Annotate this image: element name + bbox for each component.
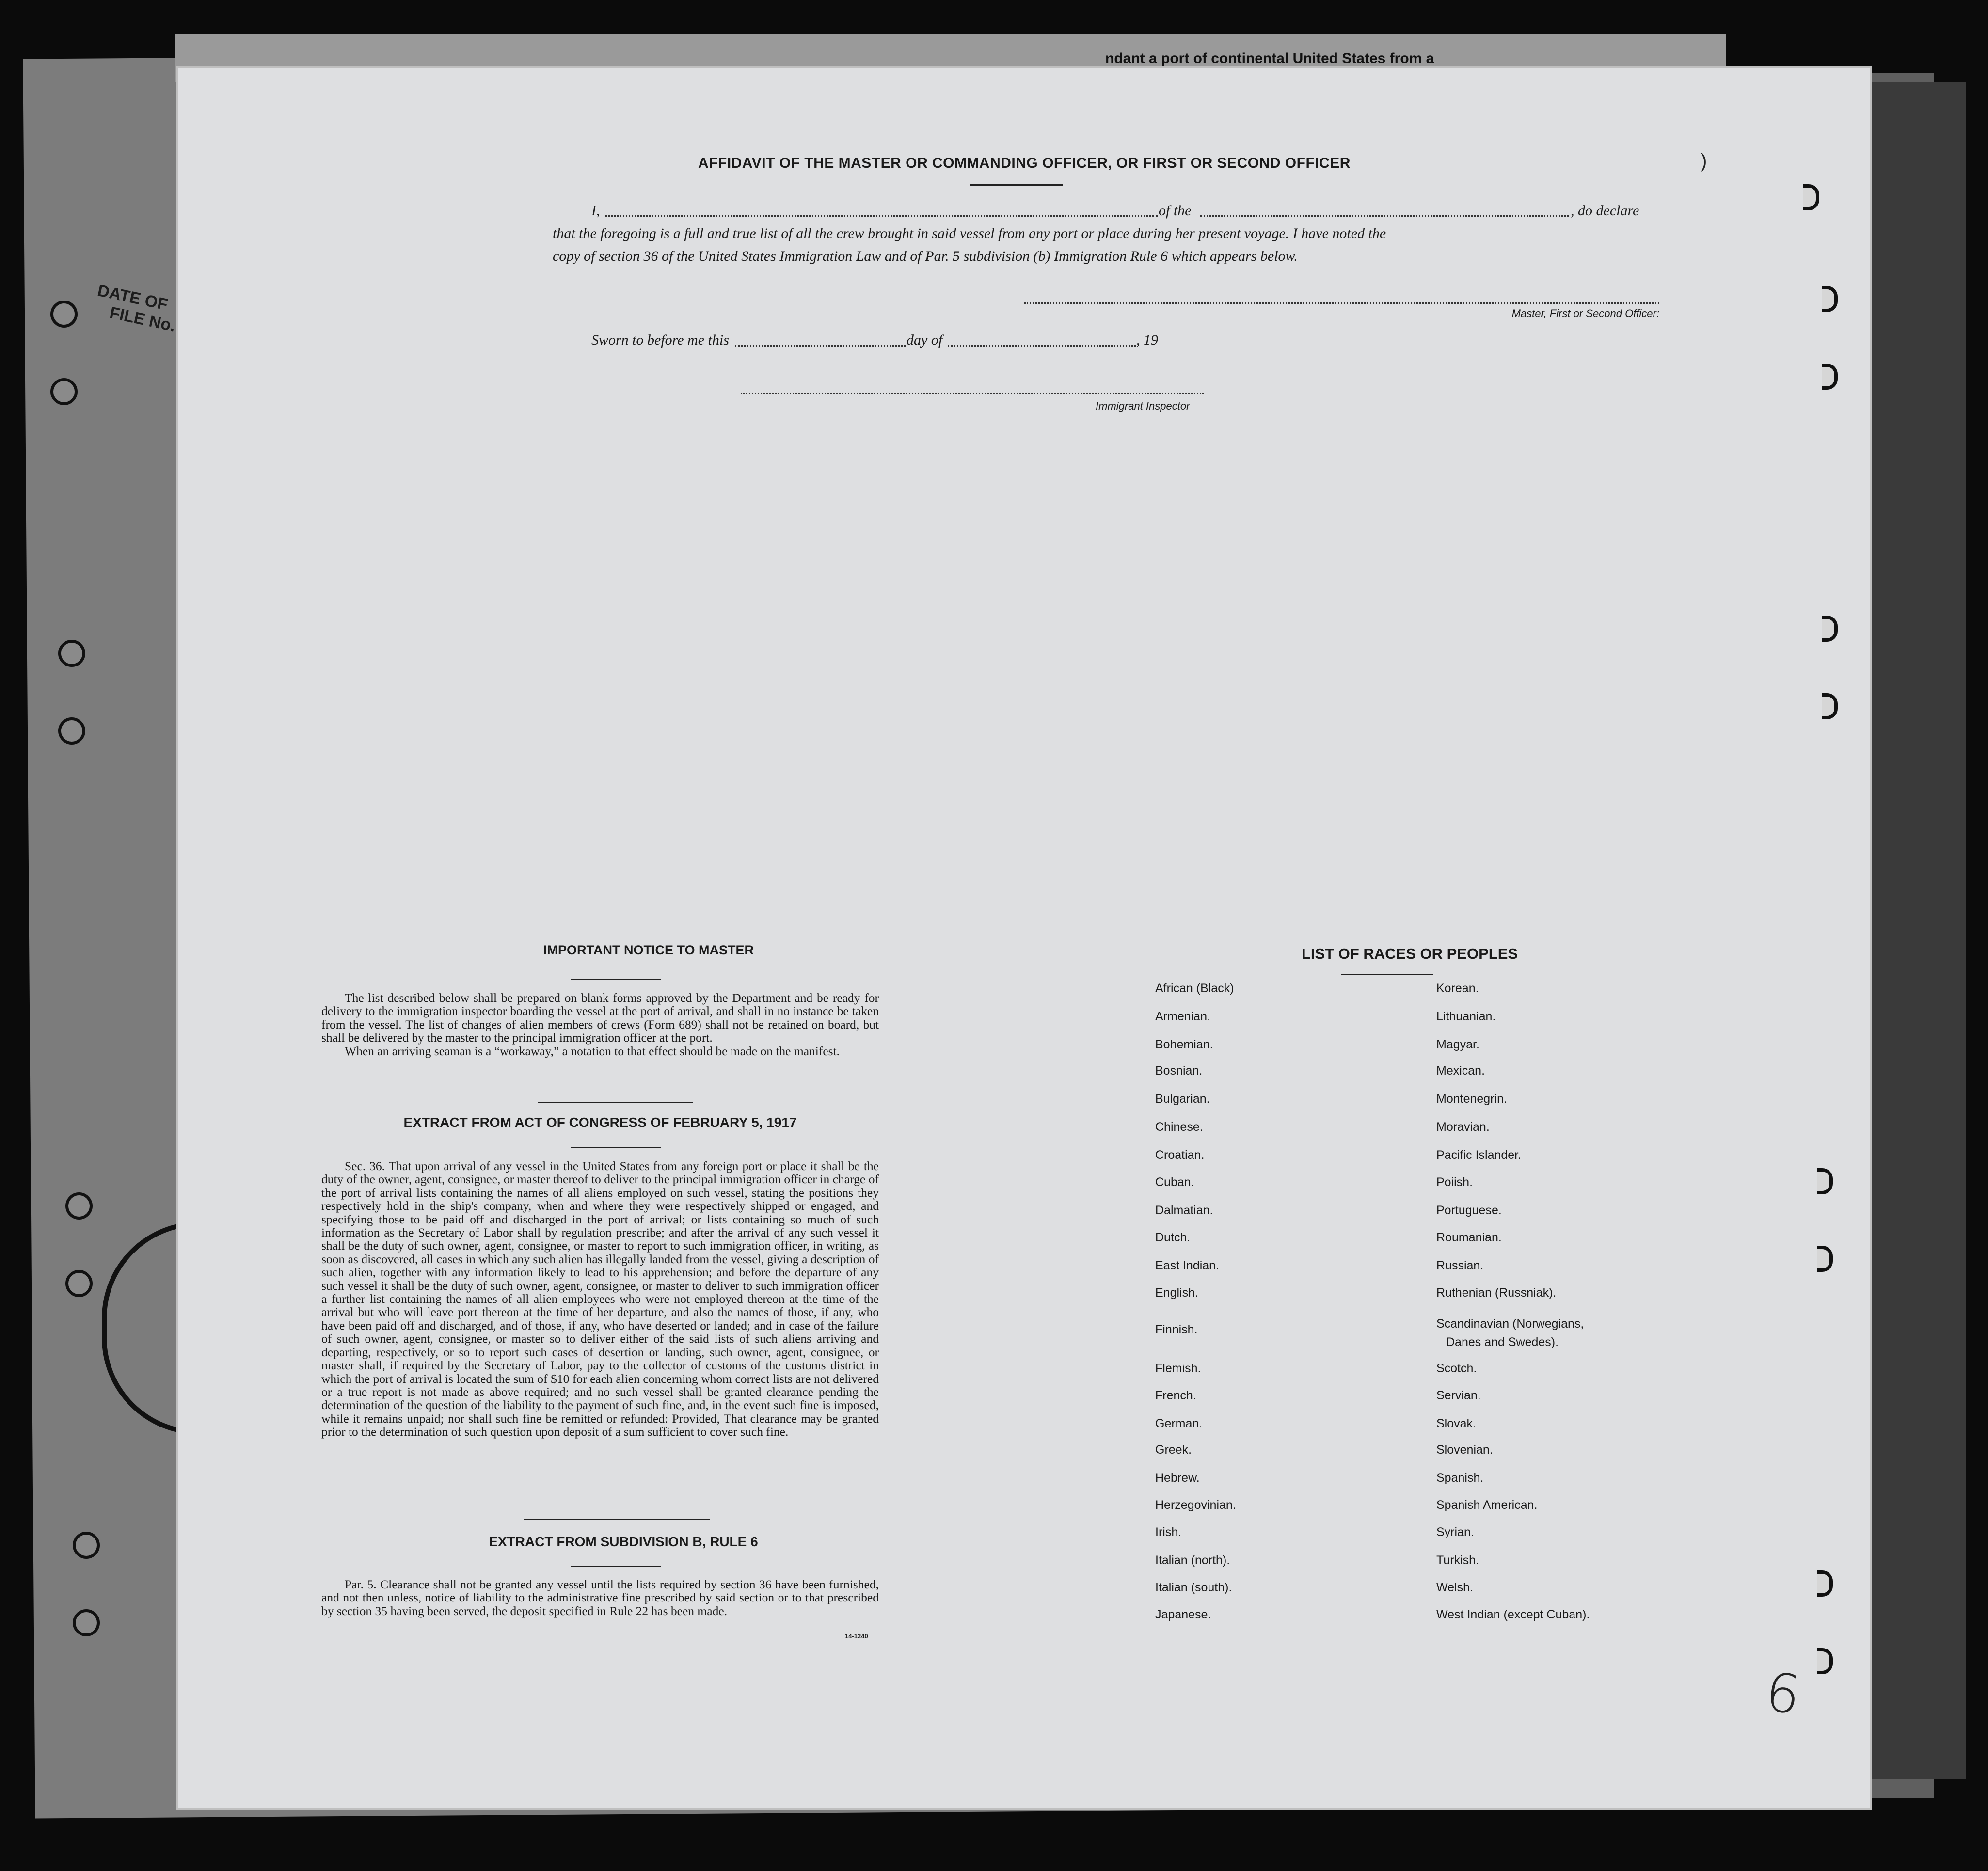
year-label: , 19 [1136,332,1158,348]
punch-hole [73,1532,100,1559]
section-rule [538,1102,693,1103]
form-page [178,68,1870,1808]
name-blank [605,215,1158,217]
notice-text [321,991,879,1058]
race-item: Hebrew. [1155,1471,1200,1485]
par-5-text: Par. 5. Clearance shall not be granted any vessel until the lists required by section 36 have been furnished, and not then unless, notice of liability to the administrative fine prescribed by said section or to that prescribed by section 35 having been served, the deposit specified in Rule 22 has been made. [321,1577,879,1618]
sworn-day-blank [735,345,906,347]
punch-hole [58,717,85,745]
race-item: English. [1155,1286,1198,1300]
race-item: Magyar. [1436,1038,1479,1051]
races-list-title: LIST OF RACES OR PEOPLES [1301,945,1518,962]
race-item: East Indian. [1155,1259,1220,1272]
affidavit-line-3: copy of section 36 of the United States Immigration Law and of Par. 5 subdivision (b) Immigration Rule 6 which appears below. [553,248,1298,264]
affidavit-of-the-label: of the [1159,203,1192,219]
race-item: Pacific Islander. [1436,1148,1522,1162]
race-item: German. [1155,1417,1203,1430]
punch-hole [58,640,85,667]
punch-hole [65,1192,93,1220]
margin-mark: ) [1701,150,1707,172]
title-rule [970,184,1063,186]
race-item: Flemish. [1155,1362,1201,1375]
race-item: Korean. [1436,982,1479,995]
act-rule [571,1147,661,1148]
race-item: Finnish. [1155,1323,1198,1336]
race-item: Mexican. [1436,1064,1485,1078]
signature-caption: Master, First or Second Officer: [1511,307,1659,319]
affidavit-do-declare: , do declare [1571,203,1639,219]
race-item: Lithuanian. [1436,1010,1496,1023]
race-item: Croatian. [1155,1148,1205,1162]
affidavit-line-2: that the foregoing is a full and true list of all the crew brought in said vessel from any port or place during her present voyage. I have noted the [553,225,1386,241]
race-item: Moravian. [1436,1120,1490,1134]
race-item: West Indian (except Cuban). [1436,1608,1590,1621]
notice-paragraph-1: The list described below shall be prepared on blank forms approved by the Department and be ready for delivery to the immigration inspector boarding the vessel at the port of arrival, and shall in no instance be taken from the vessel. The list of changes of alien members of crews (Form 689) shall not be retained on board, but shall be delivered by the master to the principal immigration officer at the port. [321,991,879,1045]
race-item: Scotch. [1436,1362,1477,1375]
race-item: Spanish. [1436,1471,1484,1485]
rule-extract-text [321,1578,879,1617]
race-item: Italian (south). [1155,1581,1232,1594]
inspector-caption: Immigrant Inspector [1096,400,1190,412]
rule-rule [571,1566,661,1567]
top-sheet-text: ndant a port of continental United States from a [1105,50,1434,66]
notice-rule [571,979,661,980]
section-rule-2 [524,1519,710,1520]
page-punch-hole [1822,616,1838,642]
race-item: Dutch. [1155,1231,1191,1244]
notice-title: IMPORTANT NOTICE TO MASTER [543,943,754,957]
race-item: African (Black) [1155,982,1234,995]
race-item: Scandinavian (Norwegians, [1436,1317,1584,1331]
affidavit-i-label: I, [591,203,600,219]
race-item: Montenegrin. [1436,1092,1507,1106]
race-item: Bohemian. [1155,1038,1213,1051]
punch-hole [50,301,78,328]
affidavit-title: AFFIDAVIT OF THE MASTER OR COMMANDING OFFICER, OR FIRST OR SECOND OFFICER [698,155,1351,171]
punch-hole [65,1270,93,1297]
page-punch-hole [1822,364,1838,390]
race-item: Russian. [1436,1259,1484,1272]
race-item: Greek. [1155,1443,1192,1457]
race-item: Cuban. [1155,1175,1194,1189]
race-item: Roumanian. [1436,1231,1502,1244]
race-item: French. [1155,1389,1196,1402]
race-item: Servian. [1436,1389,1481,1402]
sworn-month-blank [948,345,1136,347]
page-punch-hole [1817,1570,1833,1597]
page-punch-hole [1803,184,1819,210]
page-punch-hole [1817,1168,1833,1194]
day-of-label: day of [907,332,943,348]
race-item: Irish. [1155,1525,1182,1539]
signature-line [1024,302,1659,304]
handwritten-page-number: 6 [1762,1660,1804,1727]
race-item: Spanish American. [1436,1498,1538,1512]
race-item: Turkish. [1436,1554,1479,1567]
inspector-signature-line [741,393,1204,394]
page-punch-hole [1822,286,1838,312]
page-punch-hole [1817,1246,1833,1272]
race-item: Herzegovinian. [1155,1498,1236,1512]
race-item: Portuguese. [1436,1204,1502,1217]
race-item: Slovak. [1436,1417,1476,1430]
races-rule [1341,974,1433,975]
race-item: Syrian. [1436,1525,1474,1539]
act-extract-text [321,1159,879,1439]
race-item: Japanese. [1155,1608,1211,1621]
race-item: Chinese. [1155,1120,1203,1134]
race-item: Dalmatian. [1155,1204,1213,1217]
act-extract-title: EXTRACT FROM ACT OF CONGRESS OF FEBRUARY 5, 1917 [403,1115,797,1130]
sworn-label: Sworn to before me this [591,332,729,348]
race-item: Armenian. [1155,1010,1210,1023]
race-item: Ruthenian (Russniak). [1436,1286,1557,1300]
rule-extract-title: EXTRACT FROM SUBDIVISION B, RULE 6 [489,1534,758,1549]
punch-hole [73,1609,100,1636]
stamp-text-file: FILE No. [108,303,177,335]
page-punch-hole [1822,693,1838,719]
race-item: Italian (north). [1155,1554,1230,1567]
race-item: Slovenian. [1436,1443,1493,1457]
stamp-text-date: DATE OF [95,281,170,314]
race-scandinavian-continuation: Danes and Swedes). [1446,1335,1559,1349]
race-item: Poiish. [1436,1175,1473,1189]
form-number: 14-1240 [845,1633,868,1640]
section-36-text: Sec. 36. That upon arrival of any vessel in the United States from any foreign port or place it shall be the duty of the owner, agent, consignee, or master thereof to deliver to the principal immigration officer in charge of the port of arrival lists containing the names of all aliens employed on such vessel, stating the positions they respectively hold in the ship's company, when and where they were respectively shipped or engaged, and specifying those to be paid off and discharged in the port of arrival; or lists containing so much of such information as the Secretary of Labor shall by regulation prescribe; and after the arrival of any such vessel it shall be the duty of such owner, agent, consignee, or master to report to such immigration officer, in writing, as soon as discovered, all cases in which any such alien has illegally landed from the vessel, giving a description of such alien, together with any information likely to lead to his apprehension; and before the departure of any such vessel it shall be the duty of such owner, agent, consignee, or master to deliver to such immigration officer a further list containing the names of all alien employees who were not employed thereon at the time of the arrival but who will leave port thereon at the time of her departure, and also the names of those, if any, who have been paid off and discharged, and of those, if any, who have deserted or landed; and in case of the failure of such owner, agent, consignee, or master so to deliver either of the said lists of such aliens arriving and departing, respectively, or so to report such cases of desertion or landing, such owner, agent, consignee, or master shall, if required by the Secretary of Labor, pay to the collector of customs of the customs district in which the port of arrival is located the sum of $10 for each alien concerning whom correct lists are not delivered or a true report is not made as above required; and no such vessel shall be granted clearance pending the determination of the question of the liability to the payment of such fine, and, in the event such fine is imposed, while it remains unpaid; nor shall such fine be remitted or refunded: Provided, That clearance may be granted prior to the determination of such question upon deposit of a sum sufficient to cover such fine. [321,1159,879,1439]
race-item: Bulgarian. [1155,1092,1210,1106]
race-item: Bosnian. [1155,1064,1203,1078]
punch-hole [50,378,78,405]
vessel-blank [1200,215,1569,217]
page-punch-hole [1817,1648,1833,1674]
notice-paragraph-2: When an arriving seaman is a “workaway,” a notation to that effect should be made on the manifest. [345,1044,840,1058]
race-item: Welsh. [1436,1581,1473,1594]
